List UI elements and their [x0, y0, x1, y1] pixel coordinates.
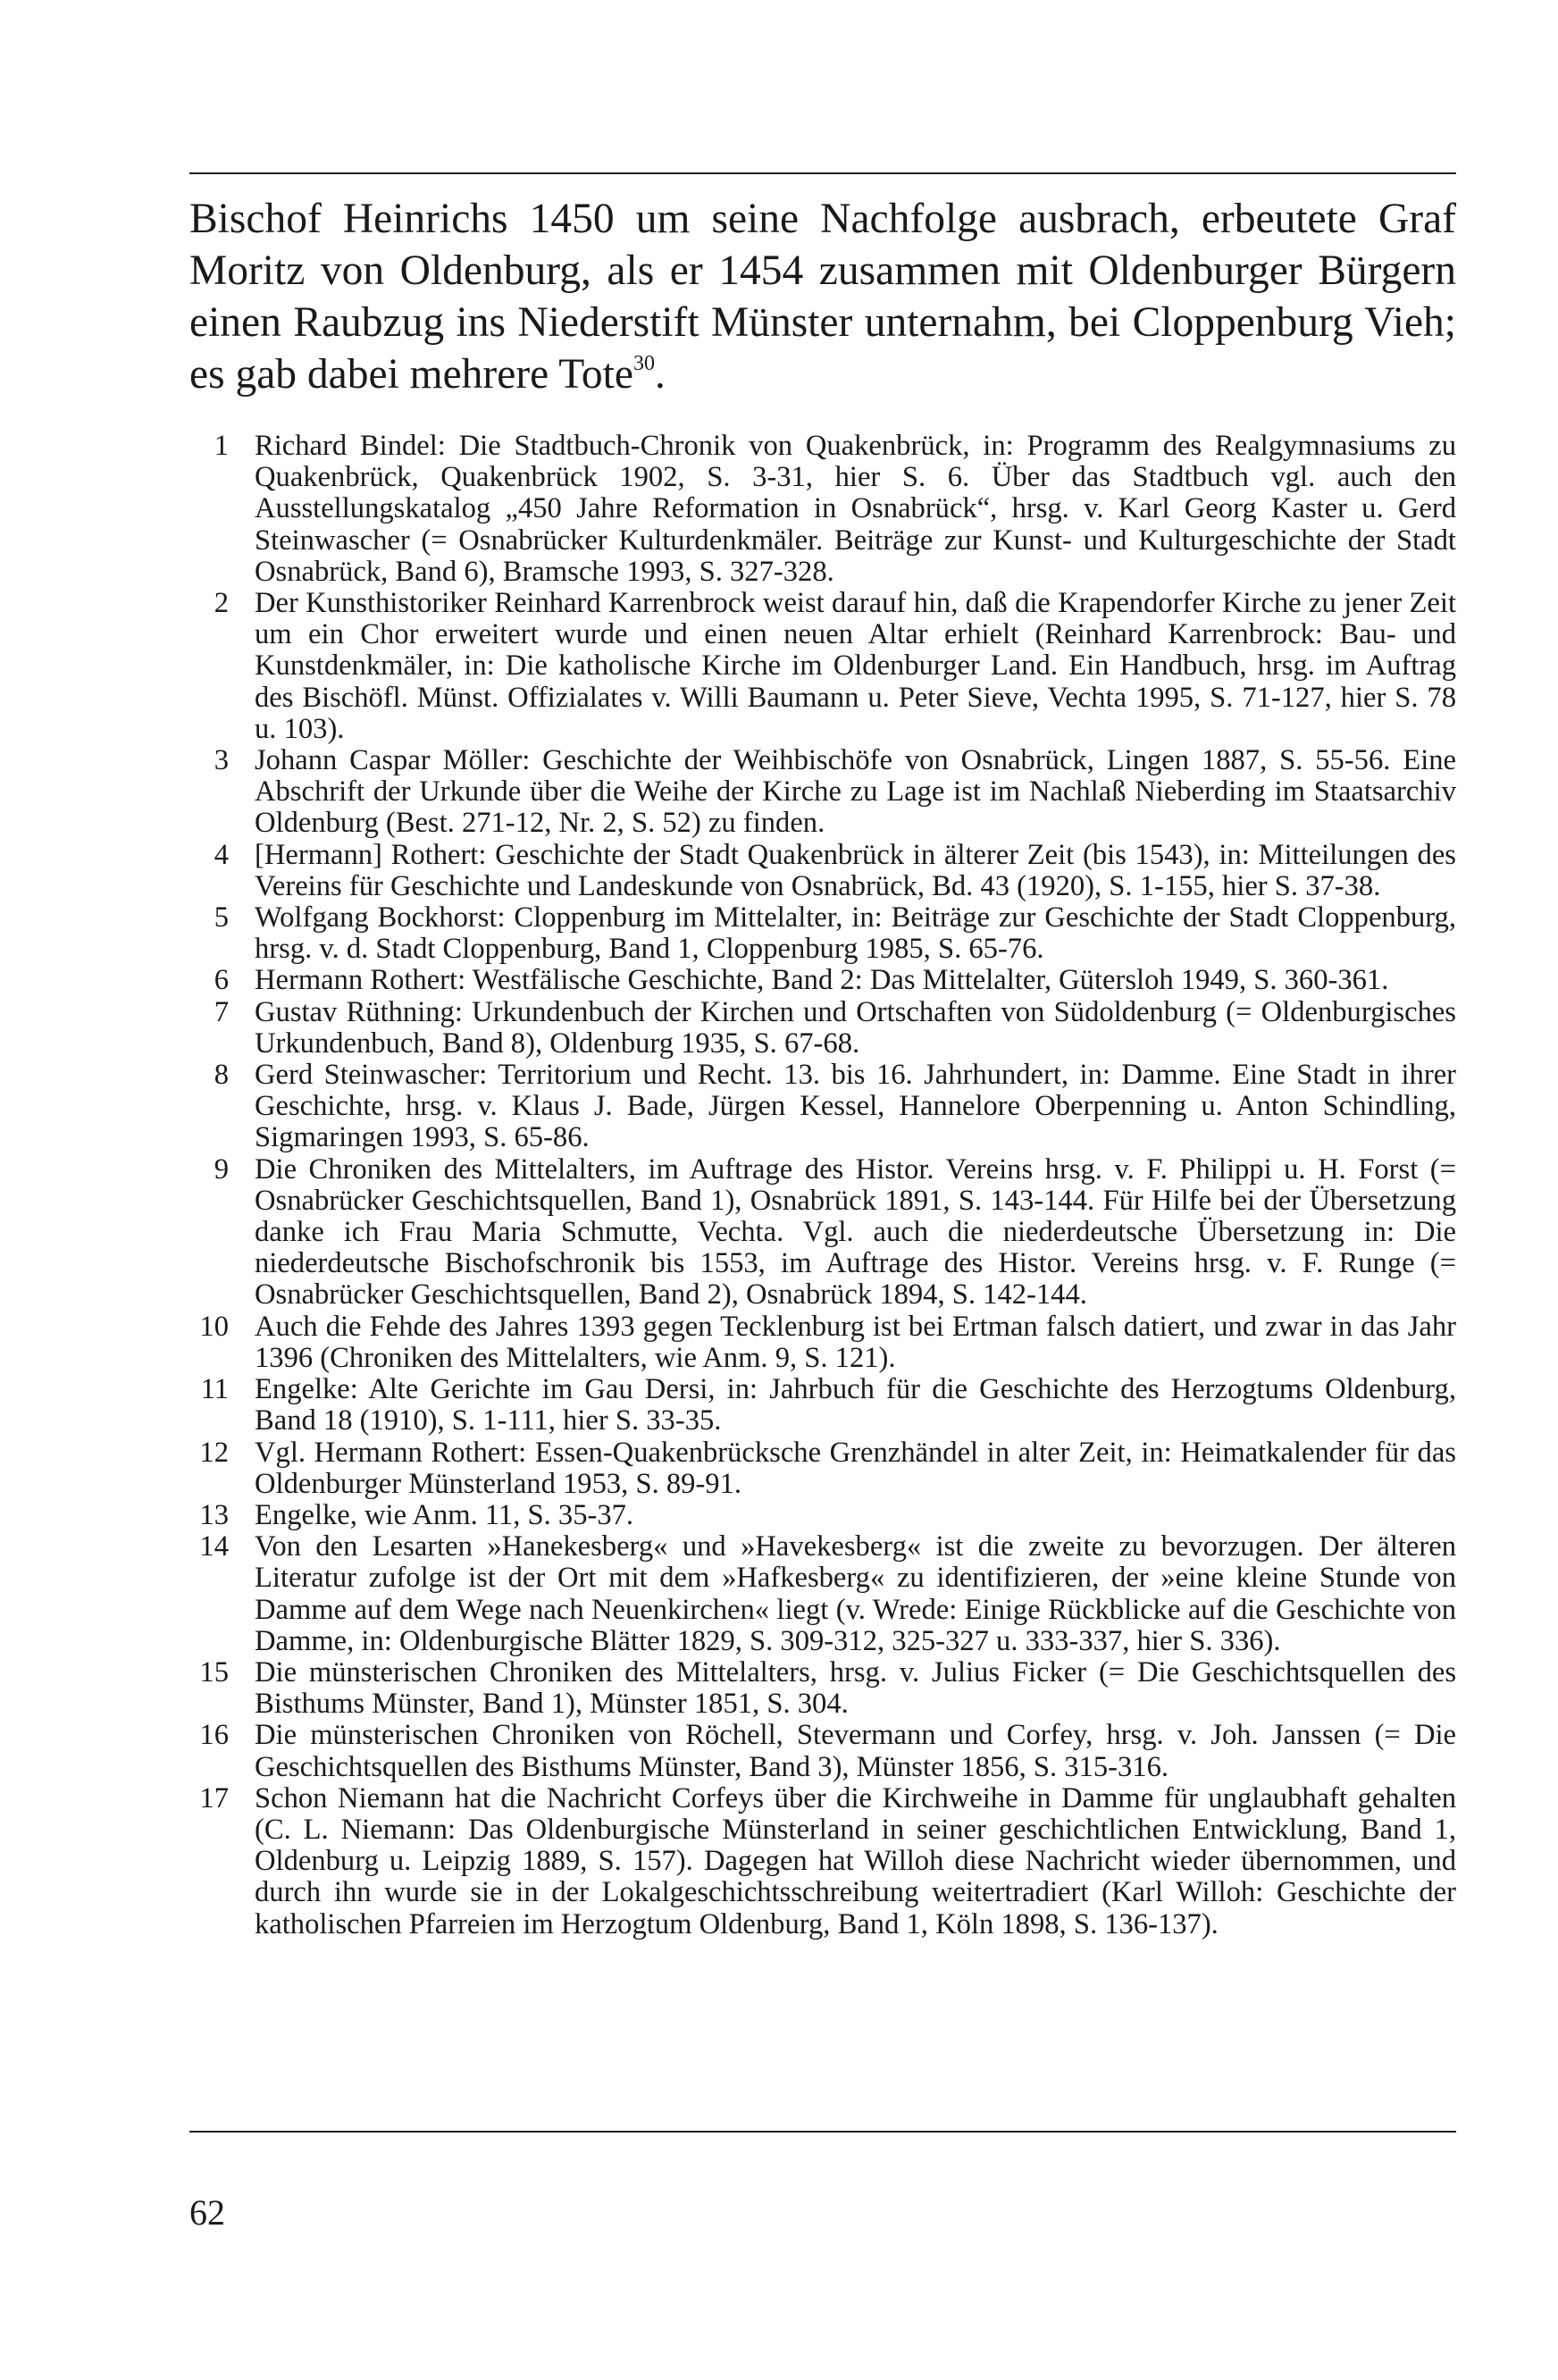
footnote-number: 9 [214, 1152, 229, 1186]
footnote-number: 16 [199, 1719, 229, 1752]
footnote-number: 1 [214, 430, 229, 462]
footnote [189, 745, 1456, 840]
footnote-text: Gustav Rüthning: Urkundenbuch der Kirchen und Ortschaften von Südoldenburg (= Oldenburgisches Urkundenbuch, Band 8), Oldenburg 1935, S. 67-68. [255, 995, 1456, 1060]
footnote-text: Vgl. Hermann Rothert: Essen-Quakenbrücksche Grenzhändel in alter Zeit, in: Heimatkalender für das Oldenburger Münsterland 1953, S. 89-91. [255, 1436, 1456, 1500]
footnote-text: Wolfgang Bockhorst: Cloppenburg im Mittelalter, in: Beiträge zur Geschichte der Stadt Cloppenburg, hrsg. v. d. Stadt Cloppenburg, Band 1, Cloppenburg 1985, S. 65-76. [255, 901, 1456, 966]
footnote-list [189, 431, 1456, 1940]
footnote-number: 8 [214, 1059, 229, 1092]
page-number: 62 [189, 2192, 225, 2233]
footnote [189, 997, 1456, 1060]
footnote [189, 1531, 1456, 1657]
footnote-number: 2 [214, 587, 229, 620]
footnote [189, 1500, 1456, 1531]
bottom-rule [189, 2131, 1456, 2133]
footnote-number: 13 [199, 1498, 229, 1531]
footnote-number: 11 [200, 1373, 229, 1406]
footnote-text: Von den Lesarten »Hanekesberg« und »Havekesberg« ist die zweite zu bevorzugen. Der älteren Literatur zufolge ist der Ort mit dem »Hafkesberg« zu identifizieren, der »eine kleine Stunde von Damme auf dem Wege nach Neuenkirchen« liegt (v. Wrede: Einige Rückblicke auf die Geschichte von Damme, in: Oldenburgische Blätter 1829, S. 309-312, 325-327 u. 333-337, hier S. 336). [255, 1530, 1456, 1657]
footnote-text: Auch die Fehde des Jahres 1393 gegen Tecklenburg ist bei Ertman falsch datiert, und zwar in das Jahr 1396 (Chroniken des Mittelalters, wie Anm. 9, S. 121). [255, 1310, 1456, 1374]
footnote-text: Schon Niemann hat die Nachricht Corfeys über die Kirchweihe in Damme für unglaubhaft gehalten (C. L. Niemann: Das Oldenburgische Münsterland in seiner geschichtlichen Entwicklung, Band 1, Oldenburg u. Leipzig 1889, S. 157). Dagegen hat Willoh diese Nachricht wieder übernommen, und durch ihn wurde sie in der Lokalgeschichtsschreibung weitertradiert (Karl Willoh: Geschichte der katholischen Pfarreien im Herzogtum Oldenburg, Band 1, Köln 1898, S. 136-137). [255, 1781, 1456, 1940]
footnote [189, 1657, 1456, 1720]
body-paragraph-end: . [654, 351, 666, 398]
footnote-number: 15 [199, 1655, 229, 1689]
footnote-text: Johann Caspar Möller: Geschichte der Weihbischöfe von Osnabrück, Lingen 1887, S. 55-56. Eine Abschrift der Urkunde über die Weihe der Kirche zu Lage ist im Nachlaß Nieberding im Staatsarchiv Oldenburg (Best. 271-12, Nr. 2, S. 52) zu finden. [255, 744, 1456, 840]
footnote-number: 14 [199, 1530, 229, 1563]
footnote-number: 10 [199, 1310, 229, 1343]
footnote-text: Die münsterischen Chroniken von Röchell, Stevermann und Corfey, hrsg. v. Joh. Janssen (= Die Geschichtsquellen des Bisthums Münster, Band 3), Münster 1856, S. 315-316. [255, 1719, 1456, 1783]
footnote-text: Richard Bindel: Die Stadtbuch-Chronik von Quakenbrück, in: Programm des Realgymnasiums zu Quakenbrück, Quakenbrück 1902, S. 3-31, hier S. 6. Über das Stadtbuch vgl. auch den Ausstellungskatalog „450 Jahre Reformation in Osnabrück“, hrsg. v. Karl Georg Kaster u. Gerd Steinwascher (= Osnabrücker Kulturdenkmäler. Beiträge zur Kunst- und Kulturgeschichte der Stadt Osnabrück, Band 6), Bramsche 1993, S. 327-328. [255, 430, 1456, 588]
footnote [189, 1374, 1456, 1437]
footnote [189, 1720, 1456, 1782]
footnote [189, 1312, 1456, 1374]
footnote-number: 17 [199, 1781, 229, 1814]
footnote [189, 1437, 1456, 1500]
footnote-text: Hermann Rothert: Westfälische Geschichte, Band 2: Das Mittelalter, Gütersloh 1949, S. 360-361. [255, 964, 1389, 997]
footnote-number: 7 [214, 995, 229, 1028]
footnote [189, 1154, 1456, 1312]
footnote [189, 1060, 1456, 1154]
footnote [189, 1783, 1456, 1940]
footnote-number: 3 [214, 744, 229, 777]
footnote-text: [Hermann] Rothert: Geschichte der Stadt Quakenbrück in älterer Zeit (bis 1543), in: Mitteilungen des Vereins für Geschichte und Landeskunde von Osnabrück, Bd. 43 (1920), S. 1-155, hier S. 37-38. [255, 838, 1456, 902]
body-paragraph-text: Bischof Heinrichs 1450 um seine Nachfolge ausbrach, erbeutete Graf Moritz von Oldenburg, als er 1454 zusammen mit Oldenburger Bürgern einen Raubzug ins Niederstift Münster unternahm, bei Cloppenburg Vieh; es gab dabei mehrere Tote [189, 196, 1456, 398]
footnote [189, 840, 1456, 902]
footnote-number: 12 [199, 1436, 229, 1469]
body-paragraph [189, 193, 1456, 400]
footnote-text: Die Chroniken des Mittelalters, im Auftrage des Histor. Vereins hrsg. v. F. Philippi u. H. Forst (= Osnabrücker Geschichtsquellen, Band 1), Osnabrück 1891, S. 143-144. Für Hilfe bei der Übersetzung danke ich Frau Maria Schmutte, Vechta. Vgl. auch die niederdeutsche Übersetzung in: Die niederdeutsche Bischofschronik bis 1553, im Auftrage des Histor. Vereins hrsg. v. F. Runge (= Osnabrücker Geschichtsquellen, Band 2), Osnabrück 1894, S. 142-144. [255, 1152, 1456, 1312]
footnote-text: Die münsterischen Chroniken des Mittelalters, hrsg. v. Julius Ficker (= Die Geschichtsquellen des Bisthums Münster, Band 1), Münster 1851, S. 304. [255, 1655, 1456, 1721]
footnote-number: 4 [214, 838, 229, 871]
footnote [189, 588, 1456, 745]
footnote-text: Engelke, wie Anm. 11, S. 35-37. [255, 1498, 634, 1531]
footnote [189, 431, 1456, 588]
footnote-number: 6 [214, 964, 229, 997]
footnote [189, 902, 1456, 965]
footnote-text: Gerd Steinwascher: Territorium und Recht. 13. bis 16. Jahrhundert, in: Damme. Eine Stadt in ihrer Geschichte, hrsg. v. Klaus J. Bade, Jürgen Kessel, Hannelore Oberpenning u. Anton Schindling, Sigmaringen 1993, S. 65-86. [255, 1059, 1456, 1154]
footnote-reference: 30 [632, 352, 655, 375]
footnote [189, 965, 1456, 996]
footnote-number: 5 [214, 901, 229, 934]
top-rule [189, 172, 1456, 174]
footnote-text: Engelke: Alte Gerichte im Gau Dersi, in: Jahrbuch für die Geschichte des Herzogtums Oldenburg, Band 18 (1910), S. 1-111, hier S. 33-35. [255, 1373, 1456, 1437]
footnote-text: Der Kunsthistoriker Reinhard Karrenbrock weist darauf hin, daß die Krapendorfer Kirche zu jener Zeit um ein Chor erweitert wurde und einen neuen Altar erhielt (Reinhard Karrenbrock: Bau- und Kunstdenkmäler, in: Die katholische Kirche im Oldenburger Land. Ein Handbuch, hrsg. im Auftrag des Bischöfl. Münst. Offizialates v. Willi Baumann u. Peter Sieve, Vechta 1995, S. 71-127, hier S. 78 u. 103). [255, 587, 1456, 745]
